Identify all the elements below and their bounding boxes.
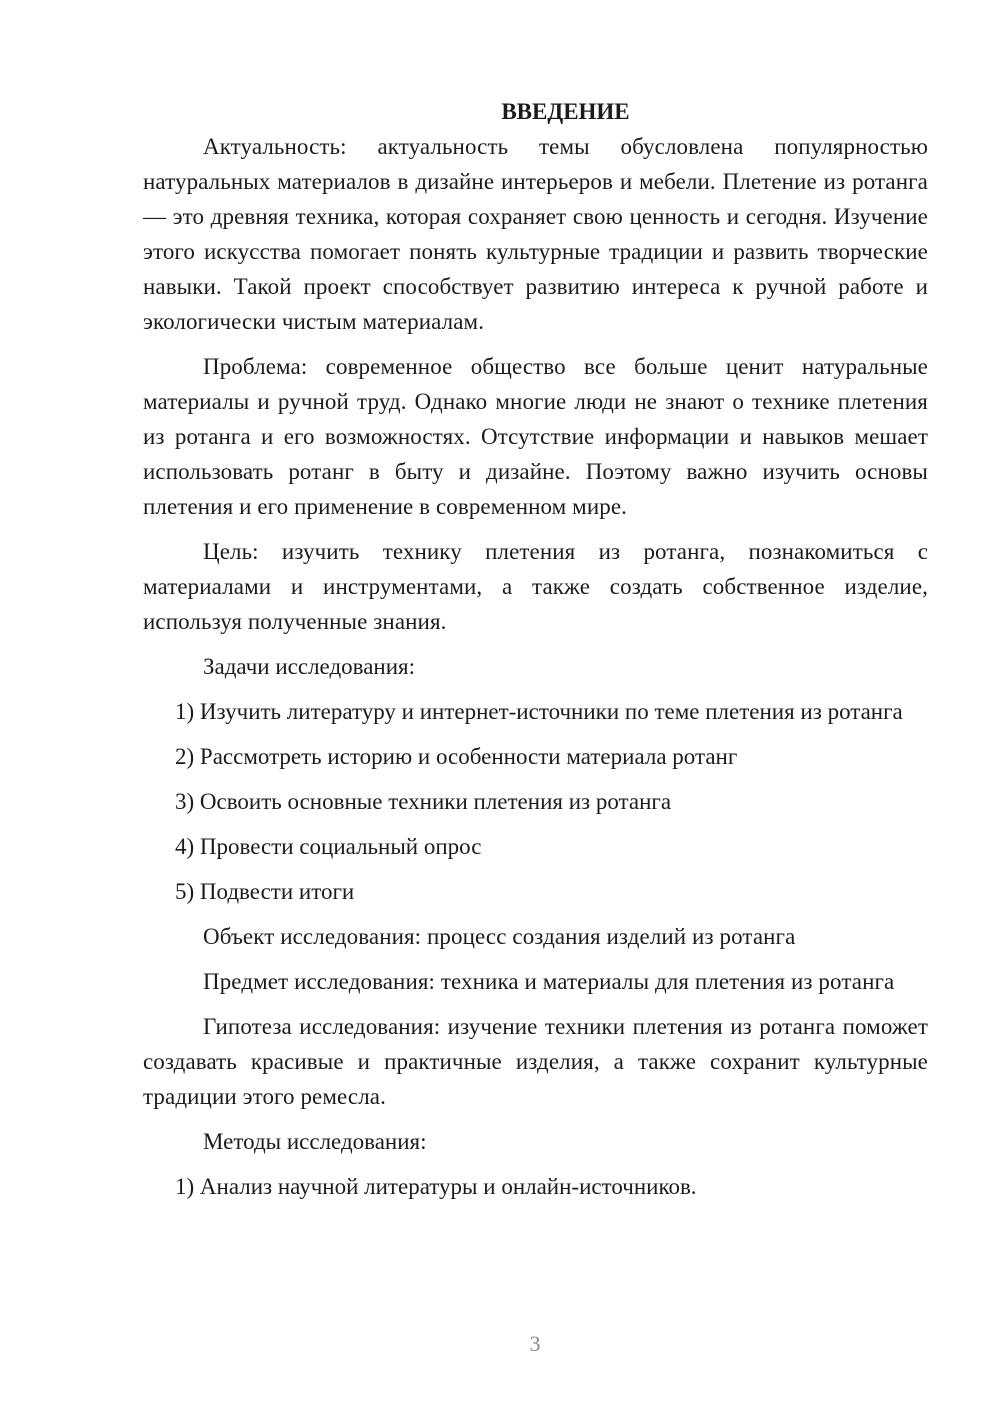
task-item-3: 3) Освоить основные техники плетения из ротанга bbox=[175, 789, 672, 814]
document-page bbox=[143, 94, 928, 1214]
relevance-paragraph: Актуальность: актуальность темы обусловлена популярностью натуральных материалов в дизайне интерьеров и мебели. Плетение из ротанга — это древняя техника, которая сохраняет свою ценность и сегодня. Изучение этого искусства помогает понять культурные традиции и развить творческие навыки. Такой проект способствует развитию интереса к ручной работе и экологически чистым материалам. bbox=[143, 134, 928, 334]
task-item-2: 2) Рассмотреть историю и особенности материала ротанг bbox=[175, 744, 738, 769]
goal-paragraph: Цель: изучить технику плетения из ротанга, познакомиться с материалами и инструментами, а также создать собственное изделие, используя полученные знания. bbox=[143, 539, 928, 634]
page-number: 3 bbox=[529, 1331, 541, 1356]
task-item-5: 5) Подвести итоги bbox=[175, 879, 355, 904]
methods-heading: Методы исследования: bbox=[203, 1129, 427, 1154]
subject-paragraph: Предмет исследования: техника и материалы для плетения из ротанга bbox=[203, 969, 895, 994]
object-paragraph: Объект исследования: процесс создания изделий из ротанга bbox=[203, 924, 796, 949]
section-title: ВВЕДЕНИЕ bbox=[501, 99, 630, 124]
task-item-1: 1) Изучить литературу и интернет-источники по теме плетения из ротанга bbox=[175, 699, 903, 724]
method-item-1: 1) Анализ научной литературы и онлайн-источников. bbox=[175, 1174, 697, 1199]
task-item-4: 4) Провести социальный опрос bbox=[175, 834, 482, 859]
hypothesis-paragraph: Гипотеза исследования: изучение техники плетения из ротанга поможет создавать красивые и практичные изделия, а также сохранит культурные традиции этого ремесла. bbox=[143, 1014, 928, 1109]
problem-paragraph: Проблема: современное общество все больше ценит натуральные материалы и ручной труд. Однако многие люди не знают о технике плетения из ротанга и его возможностях. Отсутствие информации и навыков мешает использовать ротанг в быту и дизайне. Поэтому важно изучить основы плетения и его применение в современном мире. bbox=[143, 354, 928, 519]
tasks-heading: Задачи исследования: bbox=[203, 654, 416, 679]
